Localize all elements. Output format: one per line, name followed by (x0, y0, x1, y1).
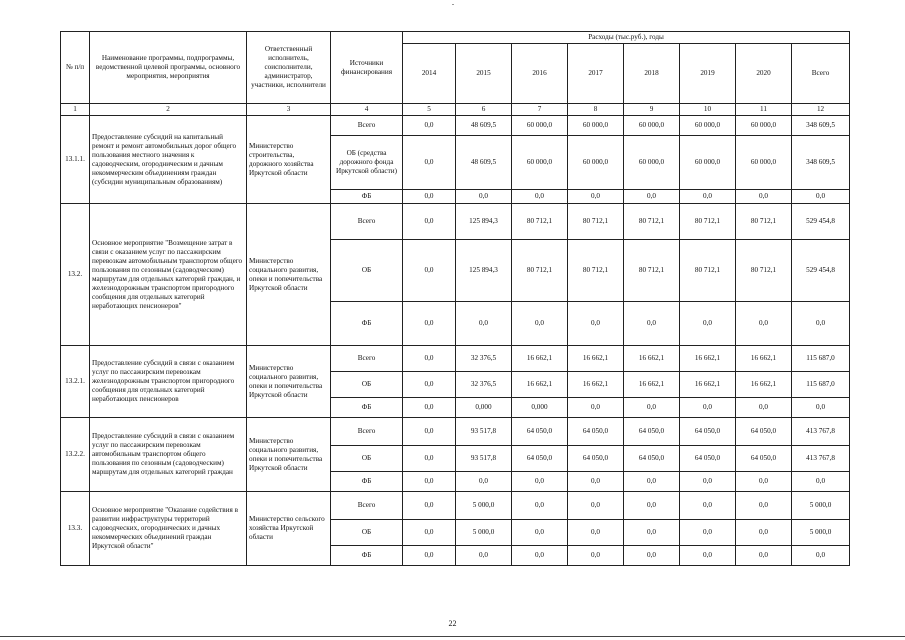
funding-source: ОБ (331, 520, 403, 546)
total-value: 0,0 (792, 398, 850, 418)
year-value: 80 712,1 (736, 240, 792, 302)
year-value: 0,0 (680, 546, 736, 566)
item-name: Предоставление субсидий на капитальный ремонт и ремонт автомобильных дорог общего пользования местного значения к садоводческим, огородническим и дачным некоммерческим объединениям граждан (субсидии муниципальным образованиям) (90, 116, 247, 204)
year-value: 64 050,0 (736, 418, 792, 446)
year-value: 0,0 (512, 472, 568, 492)
year-value: 64 050,0 (512, 418, 568, 446)
year-value: 0,0 (680, 492, 736, 520)
year-value: 0,000 (512, 398, 568, 418)
year-value: 0,0 (736, 190, 792, 204)
year-value: 0,0 (456, 472, 512, 492)
year-value: 0,0 (736, 302, 792, 346)
funding-source: ФБ (331, 398, 403, 418)
year-value: 0,0 (624, 398, 680, 418)
total-value: 348 609,5 (792, 136, 850, 190)
year-value: 0,0 (568, 520, 624, 546)
year-value: 0,0 (680, 302, 736, 346)
year-value: 0,0 (736, 492, 792, 520)
item-name: Основное мероприятие "Оказание содействия в развитии инфраструктуры территорий садоводческих, огороднических и дачных некоммерческих объединений граждан Иркутской области" (90, 492, 247, 566)
year-value: 64 050,0 (624, 418, 680, 446)
year-value: 60 000,0 (568, 116, 624, 136)
year-value: 16 662,1 (680, 372, 736, 398)
header-year: 2019 (680, 44, 736, 104)
year-value: 0,0 (456, 546, 512, 566)
year-value: 0,0 (568, 492, 624, 520)
year-value: 0,0 (403, 446, 456, 472)
column-number: 12 (792, 104, 850, 116)
total-value: 529 454,8 (792, 240, 850, 302)
year-value: 0,0 (736, 398, 792, 418)
header-year: 2016 (512, 44, 568, 104)
total-value: 5 000,0 (792, 492, 850, 520)
year-value: 16 662,1 (624, 346, 680, 372)
year-value: 0,0 (624, 472, 680, 492)
year-value: 0,0 (456, 302, 512, 346)
column-number: 9 (624, 104, 680, 116)
item-number: 13.3. (61, 492, 90, 566)
year-value: 0,0 (403, 492, 456, 520)
item-number: 13.2.1. (61, 346, 90, 418)
year-value: 93 517,8 (456, 446, 512, 472)
funding-source: Всего (331, 204, 403, 240)
year-value: 0,0 (403, 346, 456, 372)
funding-source: ОБ (331, 446, 403, 472)
item-number: 13.2. (61, 204, 90, 346)
funding-source: Всего (331, 492, 403, 520)
year-value: 48 609,5 (456, 116, 512, 136)
year-value: 60 000,0 (736, 116, 792, 136)
year-value: 16 662,1 (512, 346, 568, 372)
year-value: 0,0 (624, 190, 680, 204)
year-value: 80 712,1 (680, 204, 736, 240)
year-value: 125 894,3 (456, 204, 512, 240)
year-value: 0,0 (736, 546, 792, 566)
funding-source: ОБ (331, 240, 403, 302)
total-value: 0,0 (792, 302, 850, 346)
table-row (61, 492, 850, 520)
item-executor: Министерство сельского хозяйства Иркутской области (247, 492, 331, 566)
year-value: 0,0 (624, 302, 680, 346)
year-value: 0,0 (624, 492, 680, 520)
year-value: 0,0 (680, 190, 736, 204)
item-executor: Министерство социального развития, опеки и попечительства Иркутской области (247, 418, 331, 492)
year-value: 0,0 (624, 520, 680, 546)
total-value: 0,0 (792, 546, 850, 566)
item-number: 13.2.2. (61, 418, 90, 492)
header-name: Наименование программы, подпрограммы, ведомственной целевой программы, основного мероприятия, мероприятия (90, 32, 247, 104)
year-value: 0,0 (403, 302, 456, 346)
column-number: 5 (403, 104, 456, 116)
numbering-row (61, 104, 850, 116)
year-value: 0,0 (736, 520, 792, 546)
year-value: 5 000,0 (456, 492, 512, 520)
year-value: 16 662,1 (568, 346, 624, 372)
year-value: 16 662,1 (512, 372, 568, 398)
year-value: 0,0 (736, 472, 792, 492)
total-value: 0,0 (792, 190, 850, 204)
header-year: 2020 (736, 44, 792, 104)
year-value: 0,0 (512, 302, 568, 346)
year-value: 80 712,1 (512, 240, 568, 302)
year-value: 0,0 (680, 520, 736, 546)
year-value: 93 517,8 (456, 418, 512, 446)
column-number: 2 (90, 104, 247, 116)
year-value: 0,0 (568, 190, 624, 204)
year-value: 16 662,1 (736, 372, 792, 398)
year-value: 0,0 (568, 302, 624, 346)
header-year: 2014 (403, 44, 456, 104)
header-sources: Источники финансирования (331, 32, 403, 104)
year-value: 60 000,0 (680, 136, 736, 190)
item-executor: Министерство строительства, дорожного хозяйства Иркутской области (247, 116, 331, 204)
year-value: 0,0 (512, 546, 568, 566)
year-value: 48 609,5 (456, 136, 512, 190)
year-value: 80 712,1 (624, 240, 680, 302)
column-number: 3 (247, 104, 331, 116)
year-value: 60 000,0 (568, 136, 624, 190)
item-executor: Министерство социального развития, опеки и попечительства Иркутской области (247, 204, 331, 346)
item-number: 13.1.1. (61, 116, 90, 204)
year-value: 64 050,0 (624, 446, 680, 472)
funding-source: ФБ (331, 302, 403, 346)
header-year: 2017 (568, 44, 624, 104)
total-value: 5 000,0 (792, 520, 850, 546)
year-value: 0,0 (568, 398, 624, 418)
table-body (61, 116, 850, 566)
year-value: 60 000,0 (736, 136, 792, 190)
year-value: 64 050,0 (680, 418, 736, 446)
total-value: 413 767,8 (792, 446, 850, 472)
year-value: 0,0 (403, 190, 456, 204)
year-value: 5 000,0 (456, 520, 512, 546)
year-value: 64 050,0 (736, 446, 792, 472)
year-value: 0,0 (568, 472, 624, 492)
year-value: 80 712,1 (568, 240, 624, 302)
year-value: 0,0 (403, 546, 456, 566)
funding-source: Всего (331, 418, 403, 446)
page-number: 22 (448, 619, 457, 628)
total-value: 0,0 (792, 472, 850, 492)
year-value: 0,0 (624, 546, 680, 566)
year-value: 60 000,0 (680, 116, 736, 136)
year-value: 80 712,1 (680, 240, 736, 302)
year-value: 0,0 (403, 240, 456, 302)
header-expenses: Расходы (тыс.руб.), годы (403, 32, 850, 44)
year-value: 64 050,0 (680, 446, 736, 472)
year-value: 0,0 (680, 398, 736, 418)
year-value: 16 662,1 (680, 346, 736, 372)
year-value: 80 712,1 (568, 204, 624, 240)
year-value: 0,0 (403, 204, 456, 240)
year-value: 80 712,1 (512, 204, 568, 240)
year-value: 0,0 (512, 520, 568, 546)
year-value: 0,0 (403, 418, 456, 446)
header-year: 2015 (456, 44, 512, 104)
funding-source: ОБ (331, 372, 403, 398)
budget-table (60, 31, 850, 566)
year-value: 32 376,5 (456, 372, 512, 398)
item-name: Основное мероприятие "Возмещение затрат в связи с оказанием услуг по пассажирским перевозкам автомобильным транспортом общего пользования по сезонным (садоводческим) маршрутам для отдельных категорий граждан, и железнодорожным транспортом пригородного сообщения для отдельных категорий неработающих пенсионеров" (90, 204, 247, 346)
total-value: 529 454,8 (792, 204, 850, 240)
total-value: 115 687,0 (792, 372, 850, 398)
column-number: 8 (568, 104, 624, 116)
year-value: 0,0 (680, 472, 736, 492)
year-value: 0,0 (403, 136, 456, 190)
year-value: 16 662,1 (736, 346, 792, 372)
table-row (61, 204, 850, 240)
column-number: 7 (512, 104, 568, 116)
year-value: 125 894,3 (456, 240, 512, 302)
scan-mark (452, 4, 454, 5)
year-value: 0,0 (568, 546, 624, 566)
header-executor: Ответственный исполнитель, соисполнители, администратор, участники, исполнители (247, 32, 331, 104)
funding-source: ФБ (331, 546, 403, 566)
table-row (61, 116, 850, 136)
year-value: 0,0 (512, 492, 568, 520)
year-value: 80 712,1 (736, 204, 792, 240)
year-value: 0,0 (403, 116, 456, 136)
header-total: Всего (792, 44, 850, 104)
funding-source: Всего (331, 346, 403, 372)
funding-source: Всего (331, 116, 403, 136)
year-value: 16 662,1 (568, 372, 624, 398)
year-value: 64 050,0 (568, 446, 624, 472)
bottom-rule (0, 636, 905, 637)
year-value: 0,0 (512, 190, 568, 204)
item-name: Предоставление субсидий в связи с оказанием услуг по пассажирским перевозкам железнодорожным транспортом пригородного сообщения для отдельных категорий неработающих пенсионеров (90, 346, 247, 418)
year-value: 0,0 (403, 398, 456, 418)
column-number: 4 (331, 104, 403, 116)
funding-source: ОБ (средства дорожного фонда Иркутской области) (331, 136, 403, 190)
table-row (61, 418, 850, 446)
item-executor: Министерство социального развития, опеки и попечительства Иркутской области (247, 346, 331, 418)
year-value: 60 000,0 (624, 116, 680, 136)
column-number: 10 (680, 104, 736, 116)
header-no: № п/п (61, 32, 90, 104)
funding-source: ФБ (331, 472, 403, 492)
total-value: 115 687,0 (792, 346, 850, 372)
item-name: Предоставление субсидий в связи с оказанием услуг по пассажирским перевозкам автомобильным транспортом общего пользования по сезонным (садоводческим) маршрутам для отдельных категорий граждан (90, 418, 247, 492)
header-year: 2018 (624, 44, 680, 104)
year-value: 0,0 (403, 472, 456, 492)
year-value: 64 050,0 (568, 418, 624, 446)
year-value: 60 000,0 (624, 136, 680, 190)
year-value: 0,0 (403, 520, 456, 546)
year-value: 64 050,0 (512, 446, 568, 472)
funding-source: ФБ (331, 190, 403, 204)
table-row (61, 346, 850, 372)
year-value: 60 000,0 (512, 136, 568, 190)
year-value: 0,0 (403, 372, 456, 398)
year-value: 32 376,5 (456, 346, 512, 372)
year-value: 60 000,0 (512, 116, 568, 136)
year-value: 16 662,1 (624, 372, 680, 398)
year-value: 80 712,1 (624, 204, 680, 240)
year-value: 0,0 (456, 190, 512, 204)
year-value: 0,000 (456, 398, 512, 418)
total-value: 413 767,8 (792, 418, 850, 446)
total-value: 348 609,5 (792, 116, 850, 136)
column-number: 6 (456, 104, 512, 116)
column-number: 1 (61, 104, 90, 116)
column-number: 11 (736, 104, 792, 116)
